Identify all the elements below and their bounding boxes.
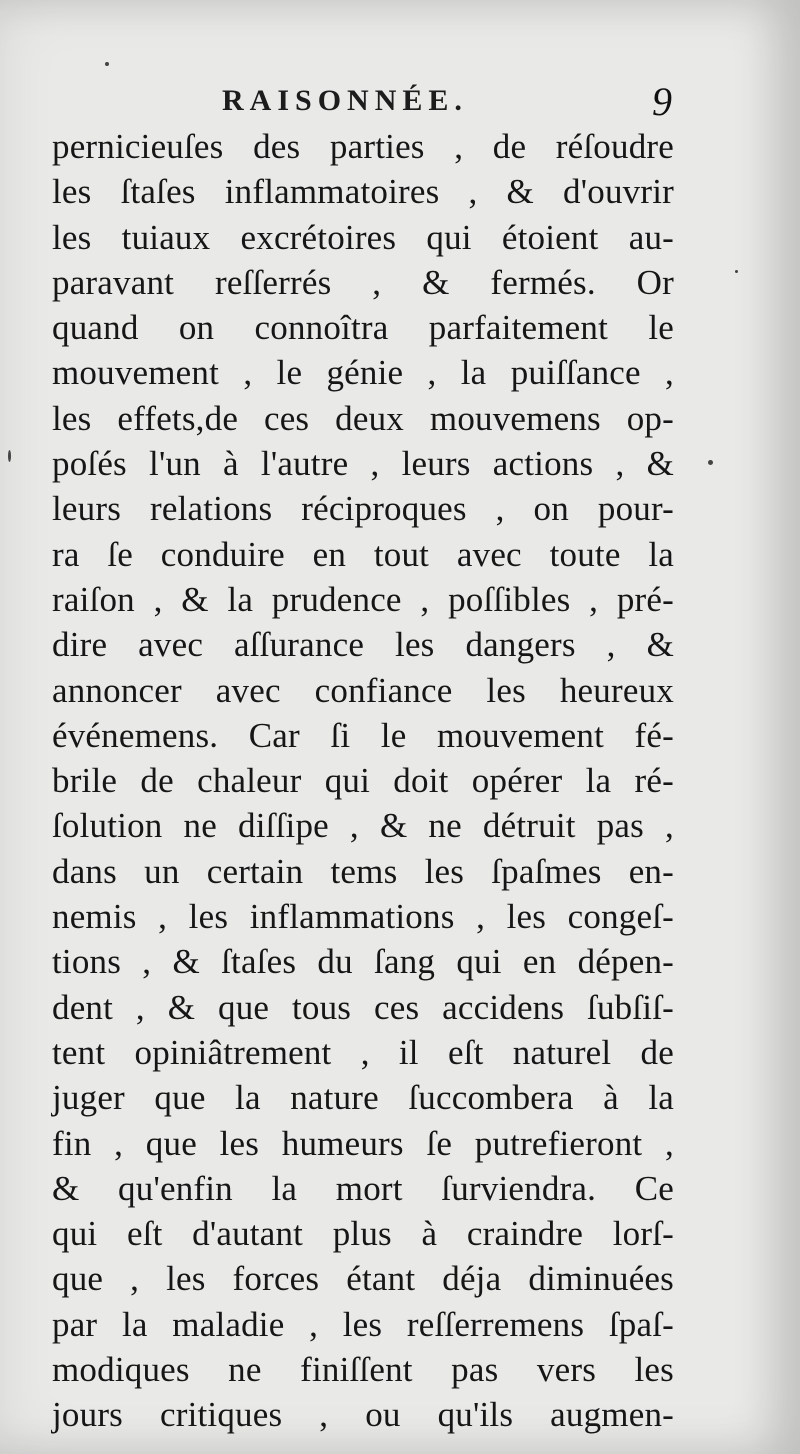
text-line: dans un certain tems les ſpaſmes en- xyxy=(52,851,674,891)
text-line: les tuiaux excrétoires qui étoient au- xyxy=(52,217,674,257)
text-line: juger que la nature ſuccombera à la xyxy=(52,1078,674,1118)
text-line: événemens. Car ſi le mouvement fé- xyxy=(52,715,674,755)
text-line: brile de chaleur qui doit opérer la ré- xyxy=(52,761,674,801)
text-line: & qu'enfin la mort ſurviendra. Ce xyxy=(52,1168,674,1208)
text-line: fin , que les humeurs ſe putrefieront , xyxy=(52,1123,674,1163)
text-line: dire avec aſſurance les dangers , & xyxy=(52,625,674,665)
text-line: poſés l'un à l'autre , leurs actions , & xyxy=(52,444,674,484)
text-line: qui eſt d'autant plus à craindre lorſ- xyxy=(52,1214,674,1254)
text-line: tions , & ſtaſes du ſang qui en dépen- xyxy=(52,942,674,982)
text-line: raiſon , & la prudence , poſſibles , pré- xyxy=(52,579,674,619)
text-line: annoncer avec confiance les heureux xyxy=(52,670,674,710)
page-header xyxy=(52,78,672,128)
page-number: 9 xyxy=(652,79,672,124)
text-line: leurs relations réciproques , on pour- xyxy=(52,489,674,529)
text-line: par la maladie , les reſſerremens ſpaſ- xyxy=(52,1304,674,1344)
text-line: les ſtaſes inflammatoires , & d'ouvrir xyxy=(52,172,674,212)
text-line: ſolution ne diſſipe , & ne détruit pas , xyxy=(52,806,674,846)
text-line: nemis , les inflammations , les congeſ- xyxy=(52,897,674,937)
paper-speck xyxy=(8,450,11,462)
text-line: quand on connoîtra parfaitement le xyxy=(52,308,674,348)
text-line: ra ſe conduire en tout avec toute la xyxy=(52,534,674,574)
text-line: modiques ne finiſſent pas vers les xyxy=(52,1350,674,1390)
text-line: tent opiniâtrement , il eſt naturel de xyxy=(52,1032,674,1072)
paper-speck xyxy=(105,62,109,66)
text-line: pernicieuſes des parties , de réſoudre xyxy=(52,127,674,166)
text-line: jours critiques , ou qu'ils augmen- xyxy=(52,1395,674,1435)
paper-speck xyxy=(735,270,738,273)
paper-speck xyxy=(708,460,713,465)
text-line: que , les forces étant déja diminuées xyxy=(52,1259,674,1299)
text-line: paravant reſſerrés , & fermés. Or xyxy=(52,262,674,302)
body-text xyxy=(52,124,674,1438)
text-line: mouvement , le génie , la puiſſance , xyxy=(52,353,674,393)
text-line: les effets,de ces deux mouvemens op- xyxy=(52,398,674,438)
running-title: RAISONNÉE. xyxy=(222,84,468,117)
text-line: dent , & que tous ces accidens ſubſiſ- xyxy=(52,987,674,1027)
